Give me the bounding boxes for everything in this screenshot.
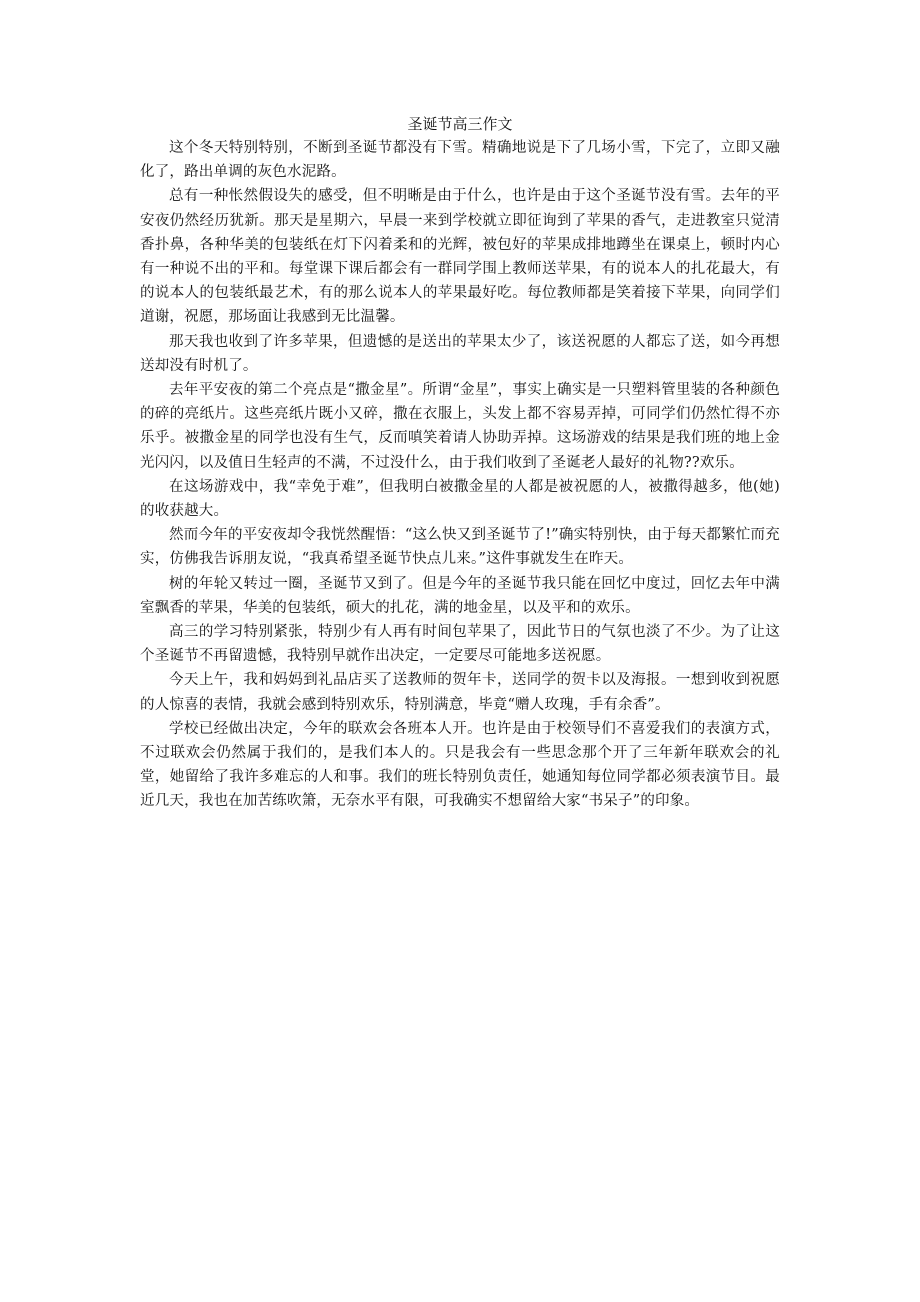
paragraph: 那天我也收到了许多苹果，但遗憾的是送出的苹果太少了，该送祝愿的人都忘了送，如今再想送却没有时机了。 (140, 333, 780, 374)
paragraph: 然而今年的平安夜却令我恍然醒悟：“这么快又到圣诞节了!”确实特别快，由于每天都繁忙而充实，仿佛我告诉朋友说，“我真希望圣诞节快点儿来。”这件事就发生在昨天。 (140, 527, 780, 568)
document-title: 圣诞节高三作文 (407, 115, 513, 133)
paragraph: 在这场游戏中，我“幸免于难”，但我明白被撒金星的人都是被祝愿的人，被撒得越多，他(她)的收获越大。 (140, 478, 780, 520)
paragraph: 学校已经做出决定，今年的联欢会各班本人开。也许是由于校领导们不喜爱我们的表演方式，不过联欢会仍然属于我们的，是我们本人的。只是我会有一些思念那个开了三年新年联欢会的礼堂，她留给了我许多难忘的人和事。我们的班长特别负责任，她通知每位同学都必须表演节目。最近几天，我也在加苦练吹箫，无奈水平有限，可我确实不想留给大家“书呆子”的印象。 (140, 720, 780, 810)
document-page (140, 112, 780, 814)
paragraph: 树的年轮又转过一圈，圣诞节又到了。但是今年的圣诞节我只能在回忆中度过，回忆去年中满室飘香的苹果，华美的包装纸，硕大的扎花，满的地金星，以及平和的欢乐。 (140, 575, 780, 616)
paragraph: 这个冬天特别特别，不断到圣诞节都没有下雪。精确地说是下了几场小雪，下完了，立即又融化了，路出单调的灰色水泥路。 (140, 140, 780, 181)
paragraph: 去年平安夜的第二个亮点是“撒金星”。所谓“金星”，事实上确实是一只塑料管里装的各种颜色的碎的亮纸片。这些亮纸片既小又碎，撒在衣服上，头发上都不容易弄掉，可同学们仍然忙得不亦乐乎。被撒金星的同学也没有生气，反而嗔笑着请人协助弄掉。这场游戏的结果是我们班的地上金光闪闪，以及值日生轻声的不满，不过没什么，由于我们收到了圣诞老人最好的礼物??欢乐。 (140, 382, 780, 471)
paragraph: 高三的学习特别紧张，特别少有人再有时间包苹果了，因此节日的气氛也淡了不少。为了让这个圣诞节不再留遗憾，我特别早就作出决定，一定要尽可能地多送祝愿。 (140, 624, 780, 665)
paragraph: 总有一种怅然假设失的感受，但不明晰是由于什么，也许是由于这个圣诞节没有雪。去年的平安夜仍然经历犹新。那天是星期六，早晨一来到学校就立即征询到了苹果的香气，走进教室只觉清香扑鼻，各种华美的包装纸在灯下闪着柔和的光辉，被包好的苹果成排地蹲坐在课桌上，顿时内心有一种说不出的平和。每堂课下课后都会有一群同学围上教师送苹果，有的说本人的扎花最大，有的说本人的包装纸最艺术，有的那么说本人的苹果最好吃。每位教师都是笑着接下苹果，向同学们道谢，祝愿，那场面让我感到无比温馨。 (140, 188, 780, 326)
paragraph: 今天上午，我和妈妈到礼品店买了送教师的贺年卡，送同学的贺卡以及海报。一想到收到祝愿的人惊喜的表情，我就会感到特别欢乐，特别满意，毕竟“赠人玫瑰，手有余香”。 (140, 672, 780, 713)
